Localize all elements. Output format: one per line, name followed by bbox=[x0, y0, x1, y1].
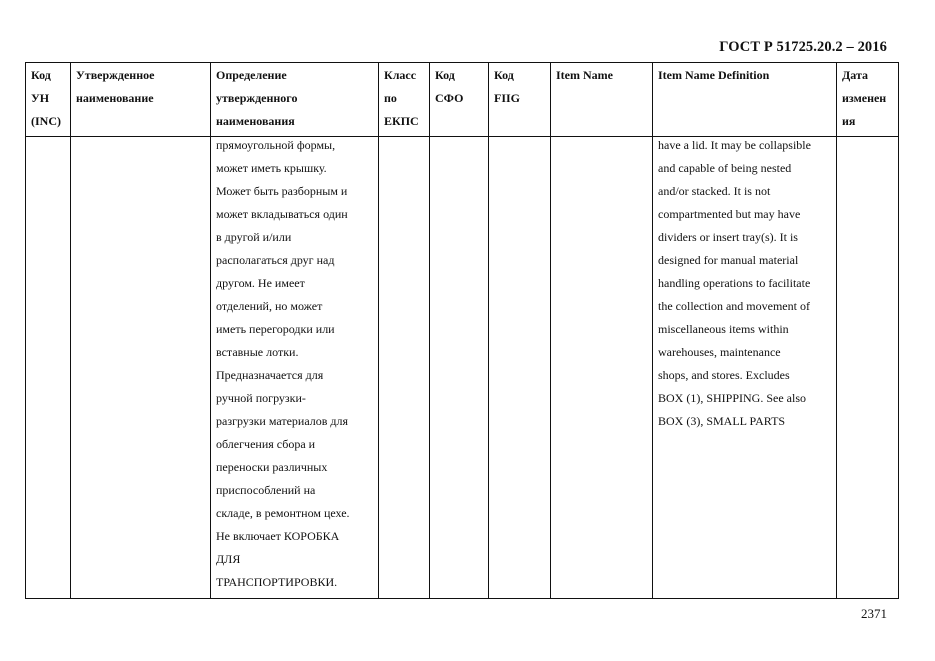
cell-sfo-code bbox=[430, 137, 489, 599]
item-name-table bbox=[25, 62, 899, 599]
cell-definition-en: have a lid. It may be collapsible and capable of being nested and/or stacked. It is not compartmented but may have dividers or insert tray(s). It is designed for manual material handling operations to facilitate the collection and movement of miscellaneous items within warehouses, maintenance shops, and stores. Excludes BOX (1), SHIPPING. See also BOX (3), SMALL PARTS bbox=[653, 137, 837, 599]
cell-approved-name bbox=[71, 137, 211, 599]
header-sfo-code: Код СФО bbox=[430, 63, 489, 137]
header-definition-ru: Определение утвержденного наименования bbox=[211, 63, 379, 137]
header-change-date: Дата изменен ия bbox=[837, 63, 899, 137]
header-ekps-class: Класс по ЕКПС bbox=[379, 63, 430, 137]
cell-change-date bbox=[837, 137, 899, 599]
cell-item-name bbox=[551, 137, 653, 599]
header-fiig-code: Код FIIG bbox=[489, 63, 551, 137]
cell-ekps-class bbox=[379, 137, 430, 599]
header-item-name: Item Name bbox=[551, 63, 653, 137]
header-approved-name: Утвержденное наименование bbox=[71, 63, 211, 137]
standard-header: ГОСТ Р 51725.20.2 – 2016 bbox=[719, 39, 887, 55]
cell-fiig-code bbox=[489, 137, 551, 599]
cell-definition-ru: прямоугольной формы, может иметь крышку. Может быть разборным и может вкладываться один в другой и/или располагаться друг над другом. Не имеет отделений, но может иметь перегородки или вставные лотки. Предназначается для ручной погрузки- разгрузки материалов для облегчения сбора и переноски различных приспособлений на складе, в ремонтном цехе. Не включает КОРОБКА ДЛЯ ТРАНСПОРТИРОВКИ. bbox=[211, 137, 379, 599]
table-header-row bbox=[26, 63, 899, 137]
table-row bbox=[26, 137, 899, 599]
header-inc-code: Код УН (INC) bbox=[26, 63, 71, 137]
cell-inc-code bbox=[26, 137, 71, 599]
header-item-name-definition: Item Name Definition bbox=[653, 63, 837, 137]
page-number: 2371 bbox=[861, 606, 887, 621]
